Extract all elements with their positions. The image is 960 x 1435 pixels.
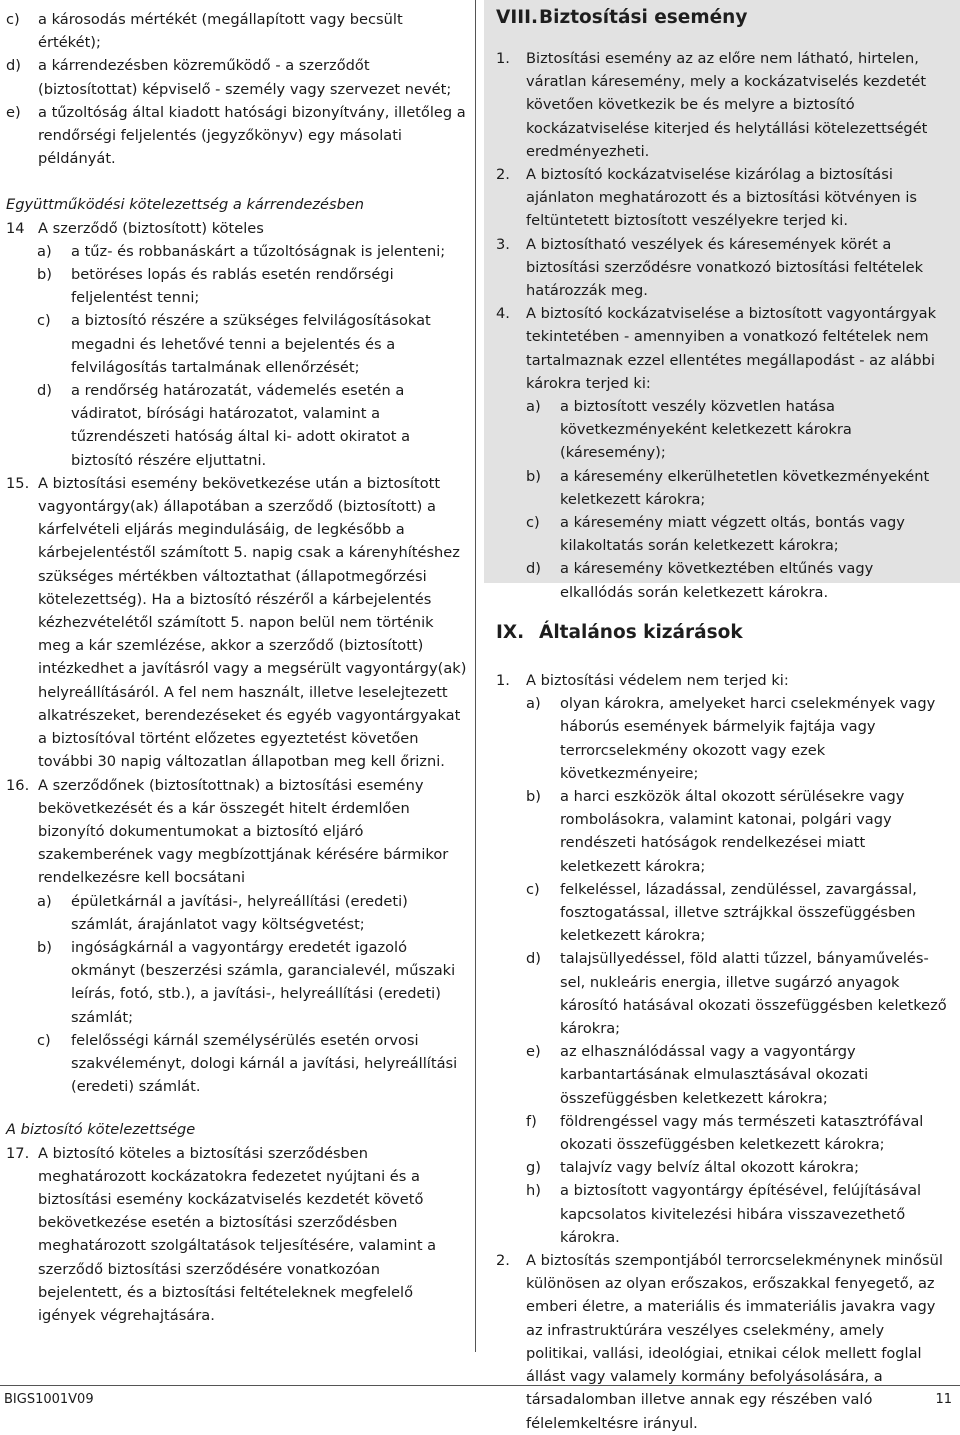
list-item: a) a biztosított veszély közvetlen hatása következményeként keletkezett károkra (káresemény); [526,398,852,462]
paragraph-15: 15. A biztosítási esemény bekövetkezése után a biztosított vagyontárgy(ak) állapotában a szerződő (biztosított) a kárfelvételi eljárás megindulásáig, de legkésőbb a kárbejelentéstől számított 5. napig csak a kárenyhítéshez szükséges mértékben változtathat (állapotmegőrzési kötelezettség). Ha a biztosító részéről a kárbejelentés kézhezvételétől számított 5. napon belül nem történik meg a kár szemlézése, akkor a szerződő (biztosított) intézkedhet a javításról vagy a megsérült vagyontárgy(ak) helyreállításáról. A fel nem használt, illetve leselejtezett alkatrészeket, berendezéseket és egyéb vagyontárgyakat a biztosítóval történt előzetes egyeztetést követően további 30 napig változatlan állapotban meg kell őrizni. [6,474,467,771]
list-item: f) földrengéssel vagy más természeti katasztrófával okozati összefüggésben keletkezett károkra; [526,1112,924,1154]
list-item: 2. A biztosító kockázatviselése kizárólag a biztosítási ajánlaton meghatározott és a biztosítási kötvényen is feltüntetett biztosított veszélyekre terjed ki. [496,166,917,230]
cooperation-heading: Együttműködési kötelezettség a kárrendezésben [6,196,365,214]
left-column [6,8,468,1327]
list-item: 3. A biztosítható veszélyek és káresemények körét a biztosítási szerződésre vonatkozó biztosítási feltételek határozzák meg. [496,235,924,300]
list-item: g) talajvíz vagy belvíz által okozott károkra; [526,1159,859,1177]
list-item: d) a kárrendezésben közreműködő - a szerződőt (biztosítottat) képviselő - személy vagy szervezet nevét; [6,57,452,98]
list-item: 2. A biztosítás szempontjából terrorcselekménynek minősül különösen az olyan erőszakos, erőszakkal fenyegető, az emberi életre, a materiális és immateriális javakra vagy az infrastruktúrára veszélyes cselekmény, amely politikai, vallási, ideológiai, etnikai célok mellett foglal állást vagy valamely kormány befolyásolására, a társadalomban illetve annak egy részében való félelemkeltésre irányul. [496,1252,943,1432]
list-item: b) a káresemény elkerülhetetlen következményeként keletkezett károkra; [526,467,930,508]
insurer-obligation-heading: A biztosító kötelezettsége [6,1121,196,1139]
general-exclusions-section [484,621,960,1435]
page-number: 11 [935,1392,952,1407]
list-item: b) a harci eszközök által okozott sérülésekre vagy rombolásokra, valamint katonai, polgári vagy rendészeti hatóságok rendelkezései miatt keletkezett károkra; [526,788,905,875]
list-item: e) az elhasználódással vagy a vagyontárgy karbantartásának elmulasztásával okozati összefüggésben keletkezett károkra; [526,1043,869,1107]
list-item: d) a rendőrség határozatát, vádemelés esetén a vádiratot, bírósági határozatot, valamint a tűzrendészeti hatóság által ki- adott okiratot a biztosító részére eljuttatni. [37,382,411,469]
document-code: BIGS1001V09 [4,1392,94,1407]
list-item: b) ingóságkárnál a vagyontárgy eredetét igazoló okmányt (beszerzési számla, garancialevél, műszaki leírás, fotó, stb.), a javítási-, helyreállítási (eredeti) számlát; [37,938,456,1026]
continued-list [6,8,468,170]
list-item: c) a biztosító részére a szükséges felvilágosításokat megadni és lehetővé tenni a bejelentés és a felvilágosítás tartalmának ellenőrzését; [37,312,431,376]
list-item: c) felkeléssel, lázadással, zendüléssel, zavargással, fosztogatással, illetve sztrájkkal összefüggésben keletkezett károkra; [526,880,917,945]
list-item: c) a károsodás mértékét (megállapított vagy becsült értékét); [6,11,403,52]
footer-rule [0,1385,960,1386]
section-title: IX. Általános kizárások [496,622,743,643]
list-item: 1. A biztosítási védelem nem terjed ki: [496,672,789,689]
list-item: a) épületkárnál a javítási-, helyreállítási (eredeti) számlát, árajánlatot vagy költségvetést; [37,892,408,933]
list-item: 4. A biztosító kockázatviselése a biztosított vagyontárgyak tekintetében - amennyiben a vonatkozó feltételek nem tartalmaznak ezzel ellentétes megállapodást - az alábbi károkra terjed ki: [496,305,937,392]
paragraph-14: 14 A szerződő (biztosított) köteles [6,219,264,237]
list-item: b) betöréses lopás és rablás esetén rendőrségi feljelentést tenni; [37,266,394,307]
list-item: c) a káresemény miatt végzett oltás, bontás vagy kilakoltatás során keletkezett károkra; [526,514,905,555]
paragraph-16: 16. A szerződőnek (biztosítottnak) a biztosítási esemény bekövetkezését és a kár összegét hitelt érdemlően bizonyító dokumentumokat a biztosító eljáró szakemberének vagy megbízottjának kérésére bármikor rendelkezésre kell bocsátani [6,776,449,887]
column-divider [475,0,476,1352]
right-column [484,0,960,1435]
list-item: d) a káresemény következtében eltűnés vagy elkallódás során keletkezett károkra. [526,560,874,601]
insurance-event-section [484,0,960,601]
list-item: c) felelősségi kárnál személysérülés esetén orvosi szakvéleményt, dologi kárnál a javítási, helyreállítási (eredeti) számlát. [37,1031,458,1096]
list-item: 1. Biztosítási esemény az az előre nem látható, hirtelen, váratlan káresemény, mely a kockázatviselés kezdetét követően következik be és melyre a biztosító kockázatviselése kiterjed és helytállási kötelezettségét eredményezheti. [496,50,928,160]
list-item: e) a tűzoltóság által kiadott hatósági bizonyítvány, illetőleg a rendőrségi feljelentés (jegyzőkönyv) egy másolati példányát. [6,103,466,168]
list-item: a) olyan károkra, amelyeket harci cselekmények vagy háborús események bármelyik fajtája vagy terrorcselekmény okozott vagy ezek következményeire; [526,695,936,782]
section-title: VIII.Biztosítási esemény [496,7,748,28]
paragraph-17: 17. A biztosító köteles a biztosítási szerződésben meghatározott kockázatokra fedezetet nyújtani és a biztosítási esemény kockázatviselés kezdetét követő bekövetkezése esetén a biztosítási szerződésben meghatározott szolgáltatások teljesítésére, valamint a szerződő biztosítási szerződésére vonatkozóan bejelentett, és a biztosítási feltételeknek megfelelő igények végrehajtására. [6,1144,437,1324]
list-item: a) a tűz- és robbanáskárt a tűzoltóságnak is jelenteni; [37,242,446,260]
list-item: h) a biztosított vagyontárgy építésével, felújításával kapcsolatos kivitelezési hibára visszavezethető károkra. [526,1182,922,1246]
list-item: d) talajsüllyedéssel, föld alatti tűzzel, bányaműveléssel, nukleáris energia, illetve sugárzó anyagok károsító hatásával okozati összefüggésben keletkező károkra; [526,950,947,1038]
